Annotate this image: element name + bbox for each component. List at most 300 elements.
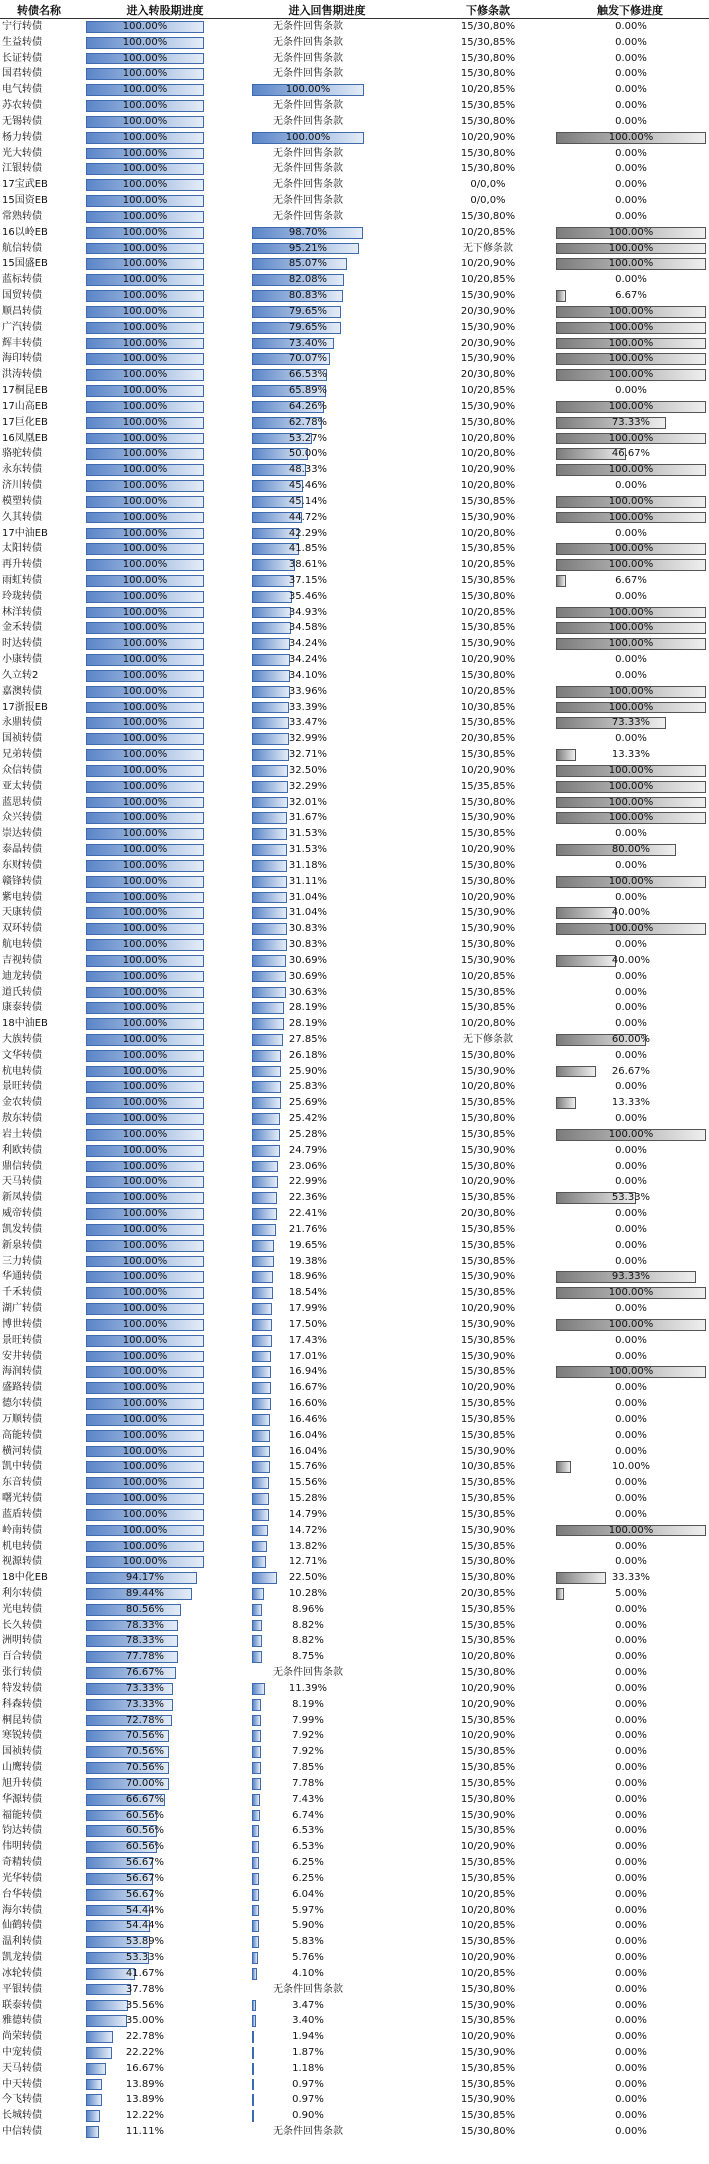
putback-progress-value: 10.28% (288, 1587, 328, 1599)
revision-trigger-value: 0.00% (615, 1049, 647, 1061)
conversion-progress-cell (86, 161, 248, 177)
revision-clause: 10/20,90% (460, 844, 516, 856)
revision-trigger-cell (556, 1887, 708, 1903)
putback-progress-cell (252, 1459, 404, 1475)
conversion-progress-value: 60.56% (125, 1825, 165, 1837)
conversion-progress-value: 56.67% (125, 1857, 165, 1869)
table-row (0, 1982, 709, 1998)
revision-clause: 15/30,90% (460, 812, 516, 824)
revision-trigger-value: 0.00% (615, 385, 647, 397)
conversion-progress-cell (86, 1633, 248, 1649)
table-row (0, 700, 709, 716)
putback-progress-cell (252, 1428, 404, 1444)
conversion-progress-value: 100.00% (122, 939, 168, 951)
putback-progress-value: 34.24% (288, 638, 328, 650)
putback-progress-value: 64.26% (288, 400, 328, 412)
putback-progress-cell (252, 2029, 404, 2045)
table-row (0, 890, 709, 906)
conversion-progress-value: 35.56% (125, 1999, 165, 2011)
table-row (0, 731, 709, 747)
table-row (0, 1206, 709, 1222)
table-row (0, 494, 709, 510)
conversion-progress-cell (86, 779, 248, 795)
bond-name: 凯龙转债 (2, 1952, 42, 1964)
putback-progress-value: 17.01% (288, 1350, 328, 1362)
revision-trigger-cell (556, 2029, 708, 2045)
conversion-progress-value: 100.00% (122, 749, 168, 761)
revision-trigger-value: 0.00% (615, 179, 647, 191)
revision-trigger-value: 100.00% (608, 875, 654, 887)
conversion-progress-cell (86, 795, 248, 811)
revision-trigger-cell (556, 526, 708, 542)
conversion-progress-value: 100.00% (122, 1366, 168, 1378)
putback-progress-cell (252, 494, 404, 510)
putback-progress-cell (252, 1254, 404, 1270)
revision-clause: 15/30,85% (460, 2062, 516, 2074)
revision-trigger-value: 100.00% (608, 369, 654, 381)
revision-trigger-cell (556, 1412, 708, 1428)
revision-clause: 15/30,90% (460, 1271, 516, 1283)
revision-trigger-value: 0.00% (615, 1809, 647, 1821)
conversion-progress-value: 100.00% (122, 654, 168, 666)
revision-trigger-cell (556, 1285, 708, 1301)
table-row (0, 810, 709, 826)
bond-name: 威帝转债 (2, 1208, 42, 1220)
bond-name: 济川转债 (2, 480, 42, 492)
bond-name: 迪龙转债 (2, 970, 42, 982)
conversion-progress-value: 100.00% (122, 527, 168, 539)
putback-progress-cell (252, 1823, 404, 1839)
conversion-progress-cell (86, 66, 248, 82)
putback-progress-cell (252, 304, 404, 320)
revision-trigger-value: 0.00% (615, 669, 647, 681)
table-row (0, 1507, 709, 1523)
conversion-progress-cell (86, 700, 248, 716)
conversion-progress-cell (86, 351, 248, 367)
revision-clause: 15/30,85% (460, 1936, 516, 1948)
bond-name: 光大转债 (2, 147, 42, 159)
table-row (0, 35, 709, 51)
putback-progress-value: 0.90% (292, 2110, 324, 2122)
revision-trigger-cell (556, 288, 708, 304)
table-row (0, 715, 709, 731)
bond-name: 华源转债 (2, 1793, 42, 1805)
bond-name: 钧达转债 (2, 1825, 42, 1837)
table-row (0, 1649, 709, 1665)
putback-progress-value: 8.82% (292, 1619, 324, 1631)
putback-progress-cell (252, 1032, 404, 1048)
revision-trigger-value: 40.00% (611, 954, 651, 966)
conversion-progress-cell (86, 431, 248, 447)
revision-clause: 15/30,90% (460, 1350, 516, 1362)
conversion-progress-cell (86, 51, 248, 67)
putback-progress-cell (252, 510, 404, 526)
putback-progress-cell (252, 209, 404, 225)
putback-progress-value: 无条件回售条款 (273, 147, 343, 159)
revision-clause: 15/30,80% (460, 2126, 516, 2138)
bond-name: 亚太转债 (2, 780, 42, 792)
conversion-progress-value: 100.00% (122, 36, 168, 48)
revision-trigger-value: 33.33% (611, 1572, 651, 1584)
putback-progress-cell (252, 2092, 404, 2108)
revision-trigger-cell (556, 969, 708, 985)
putback-progress-cell (252, 1380, 404, 1396)
conversion-progress-value: 100.00% (122, 1429, 168, 1441)
conversion-progress-cell (86, 130, 248, 146)
table-row (0, 383, 709, 399)
conversion-progress-value: 80.56% (125, 1603, 165, 1615)
putback-progress-cell (252, 1174, 404, 1190)
conversion-progress-value: 100.00% (122, 891, 168, 903)
putback-progress-value: 无条件回售条款 (273, 21, 343, 32)
revision-trigger-value: 0.00% (615, 2094, 647, 2106)
putback-progress-cell (252, 1570, 404, 1586)
putback-progress-cell (252, 731, 404, 747)
putback-progress-value: 16.04% (288, 1445, 328, 1457)
bond-name: 18中化EB (2, 1572, 48, 1584)
bond-name: 国祯转债 (2, 1746, 42, 1758)
putback-progress-cell (252, 1950, 404, 1966)
revision-clause: 15/30,85% (460, 1857, 516, 1869)
bond-name: 仙鹤转债 (2, 1920, 42, 1932)
revision-trigger-value: 0.00% (615, 1999, 647, 2011)
putback-progress-cell (252, 1539, 404, 1555)
revision-clause: 15/30,80% (460, 1049, 516, 1061)
table-row (0, 2013, 709, 2029)
conversion-progress-cell (86, 1206, 248, 1222)
revision-clause: 10/20,90% (460, 1176, 516, 1188)
putback-progress-value: 95.21% (288, 242, 328, 254)
revision-clause: 15/30,90% (460, 290, 516, 302)
conversion-progress-value: 22.78% (125, 2031, 165, 2043)
conversion-progress-cell (86, 256, 248, 272)
revision-trigger-value: 100.00% (608, 606, 654, 618)
revision-trigger-value: 100.00% (608, 543, 654, 555)
conversion-progress-cell (86, 526, 248, 542)
conversion-progress-value: 100.00% (122, 717, 168, 729)
revision-trigger-cell (556, 1111, 708, 1127)
revision-clause: 15/30,85% (460, 2110, 516, 2122)
putback-progress-cell (252, 636, 404, 652)
table-row (0, 1539, 709, 1555)
conversion-progress-value: 100.00% (122, 147, 168, 159)
table-row (0, 82, 709, 98)
conversion-progress-value: 35.00% (125, 2015, 165, 2027)
putback-progress-value: 31.04% (288, 907, 328, 919)
revision-trigger-cell (556, 2092, 708, 2108)
revision-clause: 15/30,90% (460, 907, 516, 919)
conversion-progress-cell (86, 715, 248, 731)
revision-trigger-value: 100.00% (608, 685, 654, 697)
revision-trigger-cell (556, 1776, 708, 1792)
putback-progress-cell (252, 541, 404, 557)
conversion-progress-value: 100.00% (122, 1508, 168, 1520)
conversion-progress-value: 100.00% (122, 1413, 168, 1425)
revision-trigger-cell (556, 1618, 708, 1634)
putback-progress-value: 28.19% (288, 1002, 328, 1014)
revision-trigger-cell (556, 557, 708, 573)
putback-progress-cell (252, 1507, 404, 1523)
revision-clause: 15/30,85% (460, 749, 516, 761)
putback-progress-value: 3.40% (292, 2015, 324, 2027)
revision-trigger-value: 0.00% (615, 1825, 647, 1837)
putback-progress-value: 30.69% (288, 970, 328, 982)
conversion-progress-value: 100.00% (122, 1049, 168, 1061)
revision-trigger-cell (556, 1950, 708, 1966)
conversion-progress-value: 100.00% (122, 685, 168, 697)
putback-progress-cell (252, 1665, 404, 1681)
revision-trigger-cell (556, 272, 708, 288)
revision-trigger-value: 100.00% (608, 258, 654, 270)
revision-trigger-value: 0.00% (615, 1398, 647, 1410)
bond-name: 玲珑转债 (2, 590, 42, 602)
putback-progress-value: 50.00% (288, 448, 328, 460)
revision-trigger-cell (556, 82, 708, 98)
revision-trigger-cell (556, 241, 708, 257)
revision-trigger-cell (556, 1792, 708, 1808)
revision-trigger-value: 0.00% (615, 84, 647, 96)
conversion-progress-value: 100.00% (122, 1287, 168, 1299)
revision-clause: 10/20,90% (460, 654, 516, 666)
bond-name: 众兴转债 (2, 812, 42, 824)
putback-progress-value: 18.54% (288, 1287, 328, 1299)
putback-progress-value: 22.50% (288, 1572, 328, 1584)
revision-trigger-value: 0.00% (615, 1714, 647, 1726)
table-row (0, 288, 709, 304)
putback-progress-value: 82.08% (288, 274, 328, 286)
putback-progress-value: 79.65% (288, 321, 328, 333)
bond-name: 紫电转债 (2, 891, 42, 903)
putback-progress-cell (252, 526, 404, 542)
putback-progress-value: 无条件回售条款 (273, 195, 343, 207)
revision-trigger-cell (556, 541, 708, 557)
conversion-progress-value: 100.00% (122, 1318, 168, 1330)
bond-name: 特发转债 (2, 1682, 42, 1694)
revision-trigger-cell (556, 890, 708, 906)
revision-trigger-cell (556, 1238, 708, 1254)
bond-name: 康泰转债 (2, 1002, 42, 1014)
conversion-progress-value: 22.22% (125, 2047, 165, 2058)
putback-progress-cell (252, 1998, 404, 2014)
revision-clause: 无下修条款 (463, 242, 513, 254)
table-row (0, 1918, 709, 1934)
conversion-progress-value: 100.00% (122, 1350, 168, 1362)
conversion-progress-value: 100.00% (122, 1556, 168, 1568)
conversion-progress-value: 100.00% (122, 84, 168, 96)
putback-progress-value: 70.07% (288, 353, 328, 365)
revision-trigger-value: 100.00% (608, 1366, 654, 1378)
revision-trigger-cell (556, 826, 708, 842)
revision-clause: 15/30,80% (460, 163, 516, 175)
conversion-progress-value: 100.00% (122, 986, 168, 998)
revision-trigger-cell (556, 383, 708, 399)
putback-progress-cell (252, 620, 404, 636)
table-row (0, 1998, 709, 2014)
revision-trigger-value: 73.33% (611, 416, 651, 428)
bond-name: 众信转债 (2, 764, 42, 776)
bond-name: 千禾转债 (2, 1287, 42, 1299)
conversion-progress-cell (86, 304, 248, 320)
revision-trigger-value: 0.00% (615, 1841, 647, 1853)
table-row (0, 1713, 709, 1729)
conversion-progress-value: 100.00% (122, 290, 168, 302)
conversion-progress-cell (86, 1602, 248, 1618)
table-row (0, 858, 709, 874)
revision-trigger-cell (556, 921, 708, 937)
bond-name: 海尔转债 (2, 1904, 42, 1916)
revision-clause: 10/20,90% (460, 131, 516, 143)
table-row (0, 1174, 709, 1190)
table-row (0, 1222, 709, 1238)
revision-clause: 15/30,80% (460, 68, 516, 80)
bond-name: 景旺转债 (2, 1334, 42, 1346)
revision-trigger-value: 0.00% (615, 2062, 647, 2074)
putback-progress-value: 6.04% (292, 1888, 324, 1900)
revision-clause: 15/30,85% (460, 1872, 516, 1884)
putback-progress-cell (252, 1016, 404, 1032)
revision-trigger-cell (556, 1127, 708, 1143)
conversion-progress-value: 100.00% (122, 1382, 168, 1394)
putback-progress-cell (252, 1491, 404, 1507)
revision-trigger-value: 100.00% (608, 638, 654, 650)
putback-progress-value: 7.85% (292, 1762, 324, 1774)
revision-clause: 15/30,80% (460, 1983, 516, 1995)
revision-trigger-cell (556, 652, 708, 668)
table-row (0, 510, 709, 526)
revision-trigger-value: 0.00% (615, 147, 647, 159)
bond-name: 博世转债 (2, 1318, 42, 1330)
conversion-progress-cell (86, 367, 248, 383)
revision-trigger-value: 93.33% (611, 1271, 651, 1283)
revision-clause: 15/30,85% (460, 495, 516, 507)
table-row (0, 367, 709, 383)
putback-progress-cell (252, 1744, 404, 1760)
table-row (0, 2108, 709, 2124)
conversion-progress-value: 100.00% (122, 780, 168, 792)
table-row (0, 1238, 709, 1254)
bond-name: 江银转债 (2, 163, 42, 175)
conversion-progress-value: 100.00% (122, 1334, 168, 1346)
bond-name: 新泉转债 (2, 1239, 42, 1251)
putback-progress-cell (252, 193, 404, 209)
revision-trigger-cell (556, 146, 708, 162)
conversion-progress-cell (86, 2092, 248, 2108)
putback-progress-cell (252, 35, 404, 51)
conversion-progress-cell (86, 114, 248, 130)
table-row (0, 668, 709, 684)
revision-clause: 10/20,85% (460, 84, 516, 96)
bond-name: 福能转债 (2, 1809, 42, 1821)
revision-clause: 10/20,90% (460, 1730, 516, 1742)
putback-progress-value: 7.92% (292, 1746, 324, 1758)
header-revision-clause: 下修条款 (466, 4, 510, 17)
table-row (0, 1728, 709, 1744)
putback-progress-cell (252, 241, 404, 257)
putback-progress-cell (252, 1127, 404, 1143)
revision-clause: 10/20,80% (460, 480, 516, 492)
putback-progress-value: 4.10% (292, 1967, 324, 1979)
bond-name: 国贸转债 (2, 290, 42, 302)
table-row (0, 1000, 709, 1016)
bond-name: 凯中转债 (2, 1461, 42, 1473)
bond-name: 德尔转债 (2, 1398, 42, 1410)
putback-progress-cell (252, 1697, 404, 1713)
putback-progress-cell (252, 763, 404, 779)
bond-name: 国祯转债 (2, 733, 42, 745)
conversion-progress-cell (86, 1697, 248, 1713)
putback-progress-value: 98.70% (288, 226, 328, 238)
revision-trigger-cell (556, 1380, 708, 1396)
conversion-progress-value: 100.00% (122, 448, 168, 460)
putback-progress-value: 25.90% (288, 1065, 328, 1077)
table-row (0, 241, 709, 257)
putback-progress-value: 无条件回售条款 (273, 115, 343, 127)
putback-progress-value: 33.47% (288, 717, 328, 729)
conversion-progress-cell (86, 1190, 248, 1206)
conversion-progress-value: 94.17% (125, 1572, 165, 1584)
bond-name: 雨虹转债 (2, 574, 42, 586)
conversion-progress-value: 100.00% (122, 669, 168, 681)
putback-progress-value: 13.82% (288, 1540, 328, 1552)
putback-progress-value: 19.65% (288, 1239, 328, 1251)
revision-trigger-cell (556, 937, 708, 953)
conversion-progress-value: 100.00% (122, 1255, 168, 1267)
putback-progress-cell (252, 19, 404, 35)
table-row (0, 161, 709, 177)
revision-trigger-value: 26.67% (611, 1065, 651, 1077)
revision-trigger-cell (556, 114, 708, 130)
revision-clause: 15/30,80% (460, 416, 516, 428)
revision-trigger-value: 0.00% (615, 1762, 647, 1774)
putback-progress-value: 22.41% (288, 1208, 328, 1220)
table-row (0, 304, 709, 320)
revision-trigger-value: 0.00% (615, 1477, 647, 1489)
conversion-progress-cell (86, 969, 248, 985)
putback-progress-value: 31.53% (288, 828, 328, 840)
revision-trigger-cell (556, 731, 708, 747)
putback-progress-value: 23.06% (288, 1160, 328, 1172)
revision-clause: 10/20,80% (460, 1904, 516, 1916)
table-row (0, 1760, 709, 1776)
putback-progress-cell (252, 1317, 404, 1333)
revision-trigger-value: 100.00% (608, 337, 654, 349)
conversion-progress-cell (86, 1539, 248, 1555)
revision-trigger-cell (556, 842, 708, 858)
revision-clause: 15/30,90% (460, 1144, 516, 1156)
revision-clause: 15/30,85% (460, 1192, 516, 1204)
revision-trigger-value: 0.00% (615, 2047, 647, 2058)
revision-trigger-value: 0.00% (615, 1936, 647, 1948)
bond-name: 洲明转债 (2, 1635, 42, 1647)
revision-clause: 15/30,85% (460, 1619, 516, 1631)
bond-name: 张行转债 (2, 1667, 42, 1679)
table-row (0, 605, 709, 621)
bond-name: 18中油EB (2, 1018, 48, 1030)
conversion-progress-value: 100.00% (122, 1271, 168, 1283)
bond-name: 蓝思转债 (2, 796, 42, 808)
revision-clause: 15/30,90% (460, 638, 516, 650)
bond-name: 双环转债 (2, 923, 42, 935)
revision-trigger-value: 0.00% (615, 1113, 647, 1125)
putback-progress-value: 17.99% (288, 1303, 328, 1315)
revision-trigger-value: 0.00% (615, 1493, 647, 1505)
bond-name: 曙光转债 (2, 1493, 42, 1505)
bond-name: 海润转债 (2, 1366, 42, 1378)
revision-trigger-cell (556, 1681, 708, 1697)
revision-trigger-value: 0.00% (615, 1904, 647, 1916)
putback-progress-value: 16.04% (288, 1429, 328, 1441)
bond-name: 骆驼转债 (2, 448, 42, 460)
